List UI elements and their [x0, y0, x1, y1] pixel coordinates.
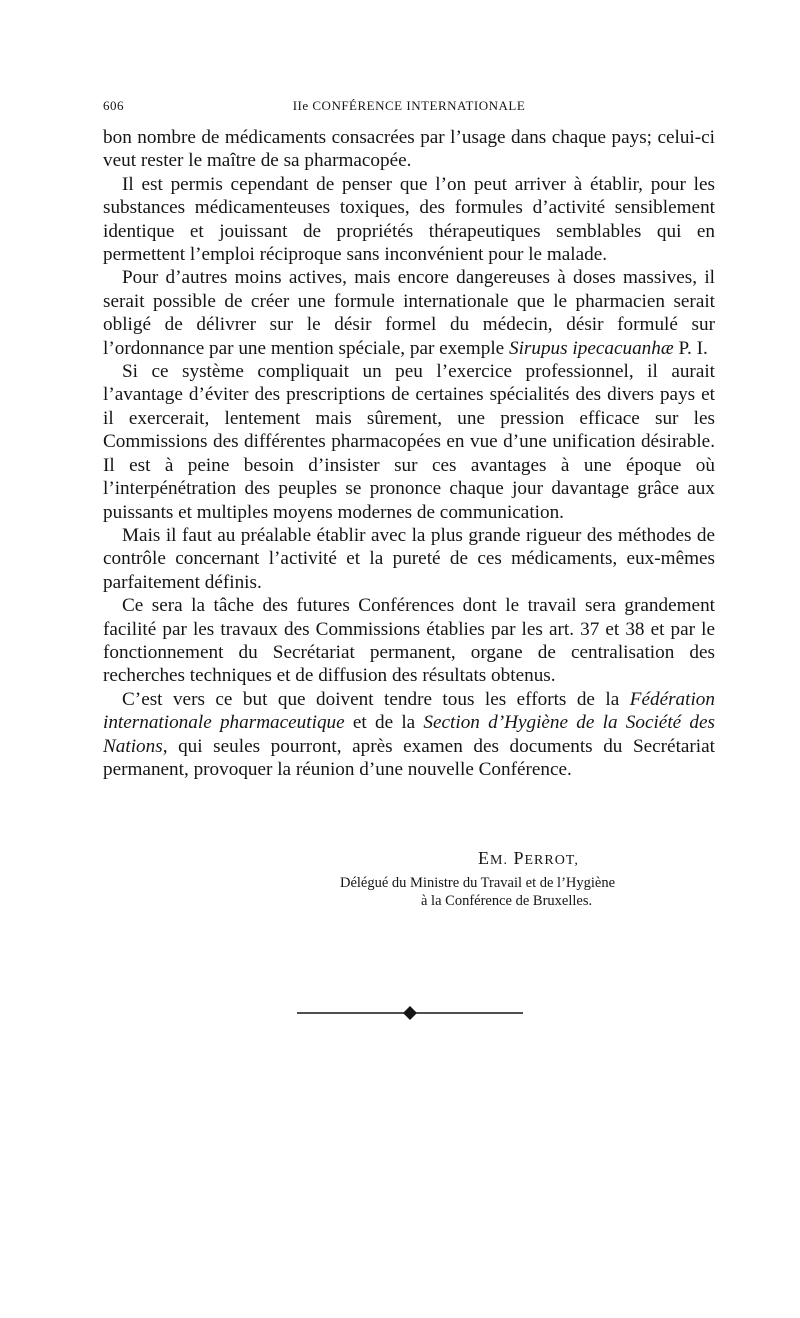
paragraph-7-italic-1: Fédération internationale pharmaceutique	[103, 688, 715, 734]
paragraph-7-text-a: C’est vers ce but que doivent tendre tous les efforts de la	[122, 688, 630, 710]
paragraph-3	[103, 266, 715, 360]
signature-name	[478, 848, 800, 869]
paragraph-7-text-c: , qui seules pourront, après examen des documents du Secrétariat permanent, provoquer la réunion d’une nouvelle Conférence.	[103, 735, 715, 780]
signature-surname-small-caps: ERROT,	[524, 853, 579, 868]
signature-initial: E	[478, 848, 490, 868]
paragraph-6: Ce sera la tâche des futures Conférences dont le travail sera grandement facilité par les travaux des Commissions établies par les art. 37 et 38 et par le fonctionnement du Secrétariat permanent, organe de centralisation des recherches techniques et de diffusion des résultats obtenus.	[103, 595, 715, 687]
paragraph-7-italic-2: Section d’Hygiène de la Société des Nations	[103, 712, 715, 757]
running-head: IIe CONFÉRENCE INTERNATIONALE	[292, 98, 526, 113]
page-number: 606	[103, 98, 124, 113]
signature-title-line-2: à la Conférence de Bruxelles.	[421, 893, 593, 909]
paragraph-3-text-a: Pour d’autres moins actives, mais encore dangereuses à doses massives, il serait possible de créer une formule internationale que le pharmacien serait obligé de délivrer sur le désir formel du médecin, désir formulé sur l’ordonnance par une mention spéciale, par exemple	[103, 267, 715, 359]
paragraph-1: bon nombre de médicaments consacrées par l’usage dans chaque pays; celui-ci veut rester le maître de sa pharmacopée.	[103, 127, 715, 172]
paragraph-7-text-b: et de la	[344, 712, 424, 734]
end-ornament-icon	[297, 1005, 523, 1021]
signature-prefix-small-caps: M.	[490, 853, 508, 868]
paragraph-7	[103, 688, 715, 782]
page-header	[103, 98, 715, 118]
paragraph-3-italic: Sirupus ipecacuanhæ	[508, 337, 674, 359]
paragraph-4: Si ce système compliquait un peu l’exercice professionnel, il aurait l’avantage d’éviter des prescriptions de certaines spécialités des divers pays et il exercerait, lentement mais sûrement, une pression efficace sur les Commissions des différentes pharmacopées en vue d’une unification désirable. Il est à peine besoin d’insister sur ces avantages à une époque où l’interpénétration des peuples se prononce chaque jour davantage grâce aux puissants et multiples moyens modernes de communication.	[103, 361, 715, 523]
signature-surname-initial: P	[513, 848, 525, 868]
paragraph-3-text-b: P. I.	[673, 337, 708, 359]
paragraph-5: Mais il faut au préalable établir avec la plus grande rigueur des méthodes de contrôle concernant l’activité et la pureté de ces médicaments, eux-mêmes parfaitement définis.	[103, 524, 715, 593]
paragraph-2: Il est permis cependant de penser que l’on peut arriver à établir, pour les substances médicamenteuses toxiques, des formules d’activité sensiblement identique et jouissant de propriétés thérapeutiques semblables qui en permettent l’emploi réciproque sans inconvénient pour le malade.	[103, 173, 715, 266]
body-text	[103, 126, 715, 781]
signature-title-line-1: Délégué du Ministre du Travail et de l’Hygiène	[340, 875, 616, 891]
